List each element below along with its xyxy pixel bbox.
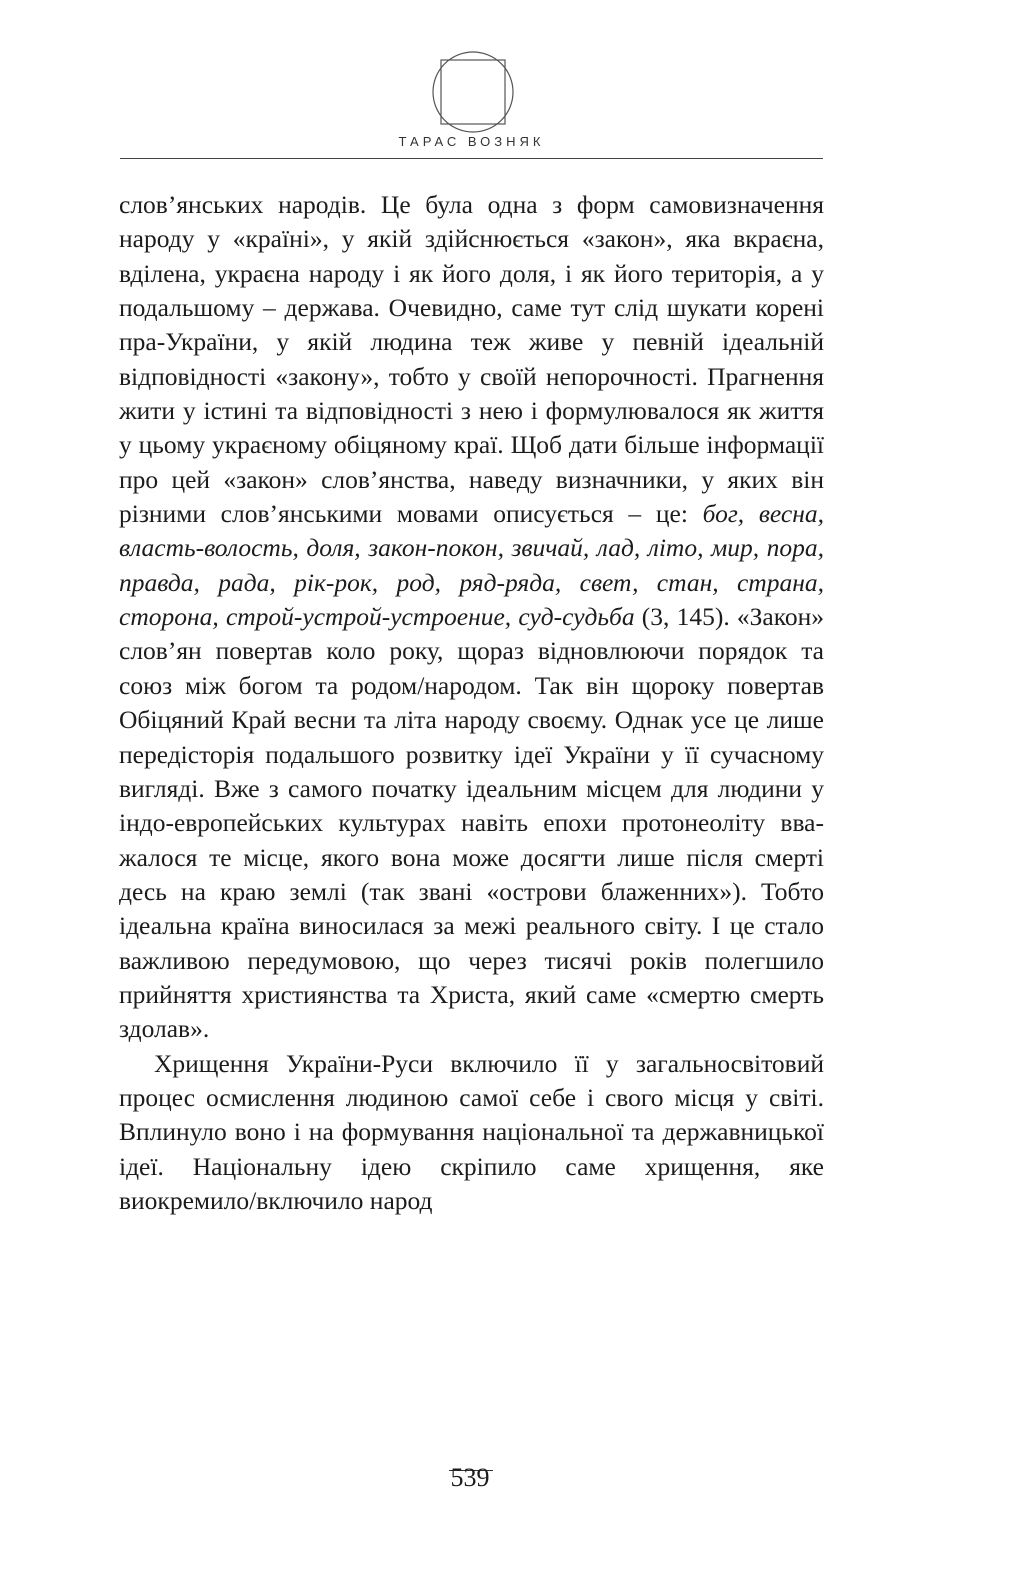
paragraph-1-text-a: слов’янських народів. Це була одна з форм самовизначення народу у «країні», у якій здійснюється «закон», яка вкраєна, вділена, украєна народу і як його доля, і як його територія, а у подальшому – держава. Очевидно, саме тут слід шукати корені пра-України, у якій людина теж живе у певній ідеальній відповідності «закону», тобто у своїй непорочності. Прагнення жити у істині та відповідності з нею і формулювалося як життя у цьому украєному обіцяному краї. Щоб дати більше інформації про цей «закон» слов’янства, наведу визначники, у яких він різними слов’янськими мовами описується – це: xyxy=(119,190,824,529)
publisher-logo xyxy=(431,50,515,134)
body-text xyxy=(119,188,824,1218)
page-number: 539 xyxy=(450,1463,490,1492)
header-rule xyxy=(120,158,823,159)
running-head-author: ТАРАС ВОЗНЯК xyxy=(398,134,545,149)
paragraph-1-text-b: (3, 145). «Закон» слов’ян повертав коло року, щораз відновлюючи порядок та союз між богом та родом/народом. Так він щороку повертав Обіцяний Край весни та літа народу своєму. Однак усе це лише передісторія подальшого розвитку ідеї України у її сучасному вигляді. Вже з самого початку ідеальним місцем для людини у індо-европейських культурах навіть епохи протонеоліту вважалося те місце, якого вона може досягти лише після смерті десь на краю землі (так звані «острови блаженних»). Тобто ідеальна країна виносилася за межі реального світу. І це стало важливою передумовою, що через тисячі років полегшило прийняття християнства та Христа, який саме «смертю смерть здолав». xyxy=(119,602,824,1044)
paragraph-1 xyxy=(119,188,824,1047)
paragraph-2: Хрищення України-Руси включило її у загальносвітовий процес осмислення людиною самої себе і свого місця у світі. Вплинуло воно і на формування національної та державницької ідеї. Національну ідею скріпило саме хрищення, яке виокремило/включило народ xyxy=(119,1048,824,1215)
paragraph-1-italic-list: бог, весна, власть-волость, доля, закон-покон, звичай, лад, літо, мир, пора, правда, рада, рік-рок, род, ряд-ряда, свет, стан, страна, сторона, строй-устрой-устроение, суд-судьба xyxy=(119,499,824,632)
